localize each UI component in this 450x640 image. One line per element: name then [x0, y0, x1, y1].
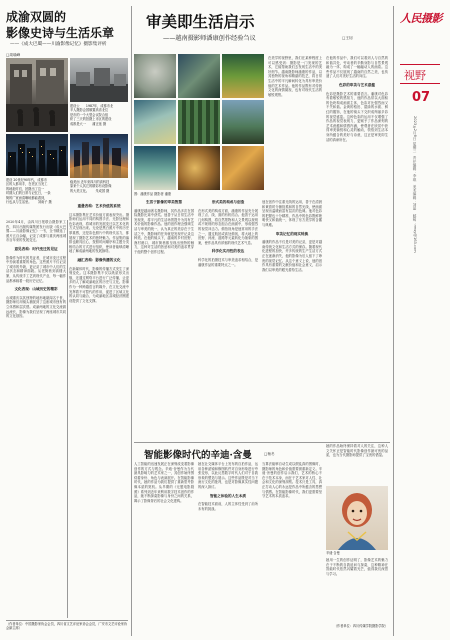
left-col-divider — [67, 220, 68, 618]
photo-grid — [134, 54, 264, 190]
left-article-footer-note: （作者单位：中国摄影家协会会员，四川省文艺评论家协会会员，广安市文艺评论家协会副主席） — [6, 622, 128, 631]
grid-photo-7 — [134, 146, 176, 190]
brand-logo: 人民摄影 — [400, 12, 442, 25]
sidebar-info: 2023年2月8日 星期三 责任编辑：李琪 美术编辑：刘晶 邮箱：rmsy@163.com — [413, 116, 417, 253]
cindy-sherman-portrait — [326, 486, 388, 550]
grid-photo-8 — [178, 146, 220, 190]
main-section-d-heading: 审美记忆的现实转换 — [275, 231, 309, 236]
main-section-b-heading: 形式美的构成与创造 — [211, 200, 245, 204]
grid-photo-4 — [134, 100, 176, 144]
photo2-caption: 建设 20世纪90年代，成都市 区的人都用手，在老区当发工 的地址时们，拍摄出了这一 时期人们的日常与记忆日，一条 街的广宽而清晰地都能看到， 行也从与生活里。 刘南子 摄 — [6, 178, 52, 205]
main-body-col4: 在他的作品中，我们可以看到人与自然的和谐共处，劳动者的辛勤身影与自然景观融为一体，构成了一幅幅动人的画卷。这些作品不仅展现了越南的自然之美，也传递了人们对美好生活的向往。 色彩的审美与艺术意蕴 色彩是摄影艺术的重要语言。潘康对色彩有着敏锐的感知力，他的作品常以大面积的色块构成画面主体，色彩对比强烈而又不失和谐。金黄的稻田、碧绿的水面、鲜红的服饰，在他的镜头下交织成绚丽多彩的视觉盛宴。这种色彩的运用不仅增强了作品的视觉表现力，更赋予了作品深刻的艺术意蕴和情感内涵，使观者在欣赏中获得审美愉悦和心灵的触动，领悟到生活本身所蕴含的美好与诗意，这正是审美即生活的真谛所在。 — [326, 56, 388, 142]
main-section-e-heading: 色彩的审美与艺术意蕴 — [339, 82, 375, 87]
main-body-col3: 他在创作中注重光线的运用，善于在清晨和黄昏时分捕捉柔和的自然光线，使画面呈现出温暖而富有层次的色调。他对色彩的把握也十分精准，作品中的色彩既鲜艳明快又和谐统一，体现了东方美学的含蓄与典雅。 审美记忆的现实转换 潘康的作品不仅是对美的记录，更是对越南传统文化和生活方式的保存。随着现代化进程的加快，许多传统的生产生活方式正在逐渐消失，他的影像为后人留下了珍贵的视觉记忆。从这个意义上说，他的创作具有重要的文献价值和社会意义，启示我们以审美的眼光看待生活。 — [262, 200, 322, 272]
bottom-article-footer-author: （作者单位：四川传媒学院摄影学院） — [333, 624, 388, 628]
left-article-author: □周瑜峰 — [6, 53, 21, 57]
main-section-c-heading: 科学化实用性的表达 — [211, 249, 245, 254]
night-skyline-photo — [6, 134, 68, 176]
grid-photo-5 — [178, 100, 220, 144]
historic-street-photo — [6, 58, 68, 132]
left-article-subtitle: ——《成大巴蜀——川渝影像记忆》摄影集评析 — [10, 42, 107, 47]
grid-photo-9 — [222, 146, 264, 190]
left-section3-heading: 重叠表构：艺术价值的系统 — [77, 204, 121, 208]
column-divider-main — [131, 6, 132, 636]
market-photo — [70, 58, 128, 102]
main-photo-caption: 图：潘康作品 摄影者 潘康 — [134, 192, 172, 196]
main-body-col1: 生活于影像的审美智慧 潘康是越南著名摄影师，其作品多次在国际摄影比赛中获奖。他善于从日常生活中发现美，将平凡的生活场景提升为具有艺术价值的影像作品。他的创作理念强调生活与审美的统一，认为真正的美存在于生活之中，摄影师的任务就是发现并记录这种美。在他的镜头下，越南的乡村田野、渔村港口、城市街巷都呈现出独特的魅力，这种对生活的热爱和对美的追求贯穿于他的整个创作过程。 — [134, 200, 194, 254]
photo1-caption: 建设公 1987年，成都市北 辛人摄影会国顺置高省北位 是市的一个大型会议院合组 织了三天的拍摄上市区的建设 成都是大一 蒲正延 摄 — [70, 104, 114, 126]
bottom-body-col4: 她的作品始终保持着对人的关注，这种人文关怀正是智能时代影像创作最可贵的品质，也为当代摄影师提供了宝贵的借鉴。 — [326, 444, 388, 458]
main-article-title: 审美即生活启示 — [146, 12, 255, 31]
portrait-caption: 辛迪·含曼 — [326, 551, 340, 555]
section-name-box — [400, 64, 440, 84]
bottom-article-author: □杨冬 — [264, 452, 275, 456]
left-section1-heading: 意见表构：时代变迁的见证 — [14, 246, 58, 251]
grid-photo-3 — [222, 54, 264, 98]
left-article-title-line1: 成渝双圆的 — [6, 10, 67, 24]
sidebar-divider — [393, 6, 394, 636]
main-article-subtitle: ——越南摄影师潘康创作经验刍议 — [163, 35, 256, 42]
main-article-intro: 在美学的视野里，我们在某种程度上可以感受到：摄影是一门发现的艺术，它能帮助我们去发现生活中的美好细节。越南摄影师潘康的作品，以其独特的视角和精湛的技艺，将日常生活中的平凡瞬间转化为具有审美价值的艺术作品。他的作品既有对传统文化的深情凝视，也有对现代生活的敏锐观察。 — [268, 56, 322, 97]
modern-city-photo — [70, 134, 128, 178]
bottom-article-title: 智能影像时代的辛迪·含曼 — [144, 450, 252, 461]
bottom-article-divider — [134, 442, 390, 443]
bottom-body-col3: 当算法能够自动生成以假乱真的图像时，摄影师的角色和价值需要被重新定义。辛迪·舍曼的创作启示我们，艺术的核心不在于技术本身，而在于艺术家对人性、社会和文化的深刻洞察。技术只是工具，真正打动人心的永远是作品中所蕴含的思想与情感。在智能影像时代，我们更需要坚守艺术的本质追求。 — [262, 462, 322, 499]
grid-photo-6 — [222, 100, 264, 144]
bottom-body-col5: 她用一生的创作证明了，影像艺术的魅力在于不断的自我追问与探索，这种精神在智能时代依然闪耀着光芒，值得我们深思与学习。 — [326, 558, 388, 576]
main-section-a-heading: 生活于影像的审美智慧 — [146, 200, 182, 204]
bottom-body-col2: 她在社交媒体平台上发布的自拍作品，运用各种滤镜和修图软件对自身形象进行夸张变形，以此反思数字时代人们对于自我形象的塑造与展示。这些作品既是对当下流行文化的批判，也是对影像真实性问题的深入探讨。 智能之体验的人生本质 在智能技术面前，人的主体性受到了前所未有的挑战。 — [198, 462, 258, 511]
page-number: 07 — [412, 90, 431, 105]
main-body-col2: 形式美的构成与创造 在形式美的构成方面，潘康的作品充分展现了点、线、面的有机结合。他善于运用几何构图，将自然景物和人文景观以规则或不规则的形态组合在画面中，形成强烈的视觉冲击力。俯拍视角是他常用的手法之一，通过航拍或高处俯视，将大地上的田野、河流、道路等元素转化为抽象的图案，使作品具有浓郁的现代艺术气息。 科学化实用性的表达 科学化的拍摄技术与审美追求相结合，是潘康作品的重要特点之一。 — [198, 200, 258, 267]
left-article-body-col1: 2020年4月，由四川日报联合摄影家工作，四川出版传媒集团发行出版《成大巴蜀——川渝影像记忆》一书，全书精选了照片五百余幅，记录了成都与重庆两座城市百年来的发展变迁。 意见表构：时代变迁的见证 影像作为时代的见证者，在城市变迁过程中扮演着重要的角色。这些照片不仅记录了城市的外貌，更记录了城市中人们的生活状态和精神面貌。从老街巷到高楼大厦，从传统手工艺到现代产业，每一幅作品都承载着一段历史记忆。 文化表现：山城历史的精彩 山城重庆以其独特的地形地貌闻名于世，摄影师们用镜头捕捉到了这座城市独有的立体感和层次感。成渝两地的文化交流源远流长，影像为我们呈现了两座城市共同的文化基因。 — [6, 220, 66, 319]
left-article-title-line2: 影像史诗与生活乐章 — [6, 26, 115, 40]
bottom-section-heading: 智能之体验的人生本质 — [210, 493, 246, 498]
main-article-author: □王钊 — [342, 36, 353, 40]
grid-photo-1 — [134, 54, 176, 98]
left-article-body-col2: 重叠表构：艺术价值的系统 这本摄影集在艺术价值方面表现突出。摄影师们运用不同的构图手法、光影处理和色彩表现，将城市的发展变迁以艺术化的方式呈现出来。无论是黑白照片中的历史厚重感，还是彩色照片中的现代活力，都展现了摄影艺术的独特魅力。作品集的编排也颇具匠心，按照时间顺序和主题分类相结合的方式进行组织，使读者能够清晰地了解成渝两地的发展脉络。 融汇表构：影像传播的文化 在新媒体时代，影像的传播方式发生了深刻变化。这本摄影集不仅以纸质形式出版，还通过网络平台进行广泛传播，让更多的人了解成渝地区的历史与文化。影像作为一种跨越语言的媒介，在文化交流中发挥着不可替代的作用，促进了区域文化的认同与融合，为成渝地区双城经济圈建设提供了文化支撑。 — [69, 204, 129, 303]
bottom-body-col1: 人工智能的迅速发展正在深刻改变着影像创作的方式与观念。辛迪·舍曼作为当代最具影响力的艺术家之一，其创作始终围绕着身份、角色与表演展开。在智能影像时代，她的作品为我们提供了重新思考影像本质的契机。从早期的《无题电影剧照》系列到近年来利用数字技术创作的作品，她不断探索影像与身份之间的关系，揭示了影像背后的社会文化建构。 — [134, 462, 194, 503]
photo3-caption: 稳美而 近年来四川的高科技 原来个人其它的精彩有设影像 的大美文化。 朱成国 摄 — [70, 180, 112, 193]
left-section2-heading: 文化表现：山城历史的精彩 — [14, 287, 58, 292]
left-section4-heading: 融汇表构：影像传播的文化 — [77, 257, 121, 262]
page-number-badge — [400, 88, 440, 108]
grid-photo-2 — [178, 54, 220, 98]
left-footer-divider — [6, 620, 128, 621]
section-name: 视野 — [404, 69, 426, 82]
